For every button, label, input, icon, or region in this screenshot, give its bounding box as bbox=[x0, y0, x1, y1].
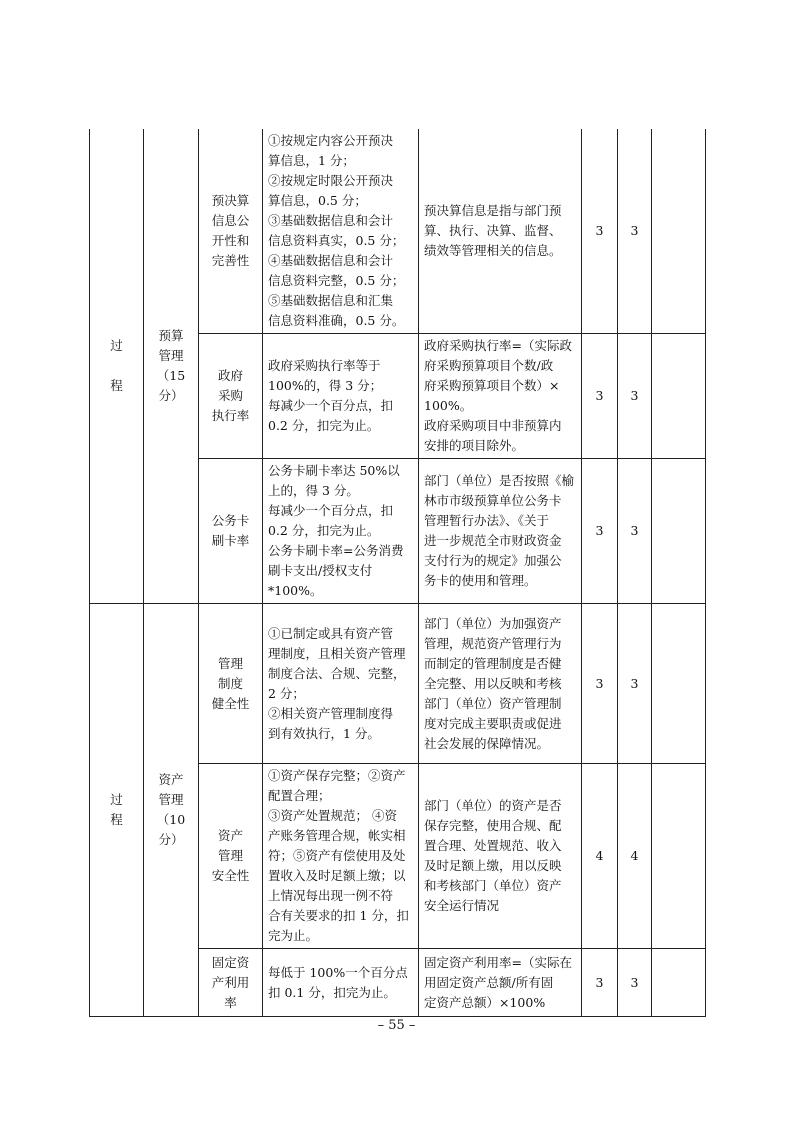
category-cell bbox=[144, 604, 199, 1017]
note-text: 部门（单位）为加强资产 管理，规范资产管理行为 而制定的管理制度是否健 全完整、用以反映和考核 部门（单位）资产管理制 度对完成主要职责或促进 社会发展的保障情况。 bbox=[424, 615, 562, 751]
score-obtained-cell: 3 bbox=[618, 459, 652, 604]
table-row bbox=[90, 129, 706, 334]
score-cell: 3 bbox=[582, 129, 618, 334]
score-cell: 3 bbox=[582, 334, 618, 459]
criteria-text: 公务卡刷卡率达 50%以 上的，得 3 分。 每减少一个百分点，扣 0.2 分，扣完为止。 公务卡刷卡率=公务消费 刷卡支出/授权支付 *100%。 bbox=[268, 463, 404, 598]
indicator-label: 政府 采购 执行率 bbox=[211, 368, 250, 423]
criteria-text: ①资产保存完整；②资产 配置合理； ③资产处置规范； ④资 产账务管理合规，帐实相 符；⑤资产有偿使用及处 置收入及时足额上缴；以 上情况每出现一例不符 合有关要求的扣 1 分，扣 完为止。 bbox=[268, 768, 409, 943]
note-cell bbox=[419, 334, 582, 459]
remark-cell bbox=[652, 129, 706, 334]
criteria-cell bbox=[263, 604, 419, 764]
category-label: 资产 管理 （10 分） bbox=[156, 772, 186, 847]
note-text: 部门（单位）的资产是否 保存完整，使用合规、配 置合理、处置规范、收入 及时足额上缴，用以反映 和考核部门（单位）资产 安全运行情况 bbox=[424, 798, 562, 913]
note-cell bbox=[419, 764, 582, 949]
criteria-cell bbox=[263, 764, 419, 949]
remark-cell bbox=[652, 604, 706, 764]
note-cell bbox=[419, 459, 582, 604]
stage-label: 过 程 bbox=[110, 792, 123, 827]
table-row bbox=[90, 604, 706, 764]
score-cell: 3 bbox=[582, 459, 618, 604]
note-cell bbox=[419, 604, 582, 764]
indicator-cell bbox=[199, 334, 263, 459]
stage-cell bbox=[90, 129, 144, 604]
indicator-label: 预决算 信息公 开性和 完善性 bbox=[211, 193, 250, 268]
note-text: 预决算信息是指与部门预 算、执行、决算、监督、 绩效等管理相关的信息。 bbox=[424, 203, 562, 258]
indicator-label: 管理 制度 健全性 bbox=[211, 655, 250, 711]
criteria-text: ①已制定或具有资产管 理制度，且相关资产管理 制度合法、合规、完整， 2 分； ②相关资产管理制度得 到有效执行，1 分。 bbox=[268, 625, 406, 741]
indicator-label: 资产 管理 安全性 bbox=[211, 828, 250, 883]
remark-cell bbox=[652, 764, 706, 949]
note-cell bbox=[419, 949, 582, 1017]
indicator-cell bbox=[199, 129, 263, 334]
score-cell: 3 bbox=[582, 604, 618, 764]
score-obtained-cell: 4 bbox=[618, 764, 652, 949]
remark-cell bbox=[652, 949, 706, 1017]
score-obtained-cell: 3 bbox=[618, 604, 652, 764]
stage-cell bbox=[90, 604, 144, 1017]
category-cell bbox=[144, 129, 199, 604]
indicator-cell bbox=[199, 949, 263, 1017]
remark-cell bbox=[652, 459, 706, 604]
remark-cell bbox=[652, 334, 706, 459]
category-label: 预算 管理 （15 分） bbox=[156, 328, 186, 403]
criteria-cell bbox=[263, 459, 419, 604]
score-cell: 4 bbox=[582, 764, 618, 949]
criteria-text: 政府采购执行率等于 100%的，得 3 分； 每减少一个百分点，扣 0.2 分，扣完为止。 bbox=[268, 358, 394, 433]
indicator-cell bbox=[199, 764, 263, 949]
note-cell bbox=[419, 129, 582, 334]
page-number: – 55 – bbox=[377, 1018, 416, 1033]
score-obtained-cell: 3 bbox=[618, 334, 652, 459]
note-text: 政府采购执行率=（实际政 府采购预算项目个数/政 府采购预算项目个数）× 100%。 政府采购项目中非预算内 安排的项目除外。 bbox=[424, 338, 572, 453]
indicator-cell bbox=[199, 604, 263, 764]
indicator-label: 固定资 产利用 率 bbox=[211, 954, 250, 1010]
criteria-cell bbox=[263, 949, 419, 1017]
criteria-text: ①按规定内容公开预决 算信息，1 分； ②按规定时限公开预决 算信息，0.5 分； ③基础数据信息和会计 信息资料真实，0.5 分； ④基础数据信息和会计 信息资料完整，0.5 分； ⑤基础数据信息和汇集 信息资料准确，0.5 分。 bbox=[268, 133, 405, 328]
indicator-label: 公务卡 刷卡率 bbox=[211, 513, 250, 548]
criteria-cell bbox=[263, 334, 419, 459]
note-text: 部门（单位）是否按照《榆 林市市级预算单位公务卡 管理暂行办法》、《关于 进一步规范全市财政资金 支付行为的规定》加强公 务卡的使用和管理。 bbox=[424, 473, 575, 588]
criteria-cell bbox=[263, 129, 419, 334]
stage-label: 过 程 bbox=[110, 338, 123, 393]
score-obtained-cell: 3 bbox=[618, 949, 652, 1017]
score-cell: 3 bbox=[582, 949, 618, 1017]
score-obtained-cell: 3 bbox=[618, 129, 652, 334]
evaluation-table bbox=[89, 129, 706, 1017]
note-text: 固定资产利用率=（实际在 用固定资产总额/所有固 定资产总额）×100% bbox=[424, 954, 572, 1010]
criteria-text: 每低于 100%一个百分点 扣 0.1 分，扣完为止。 bbox=[268, 964, 408, 1000]
indicator-cell bbox=[199, 459, 263, 604]
